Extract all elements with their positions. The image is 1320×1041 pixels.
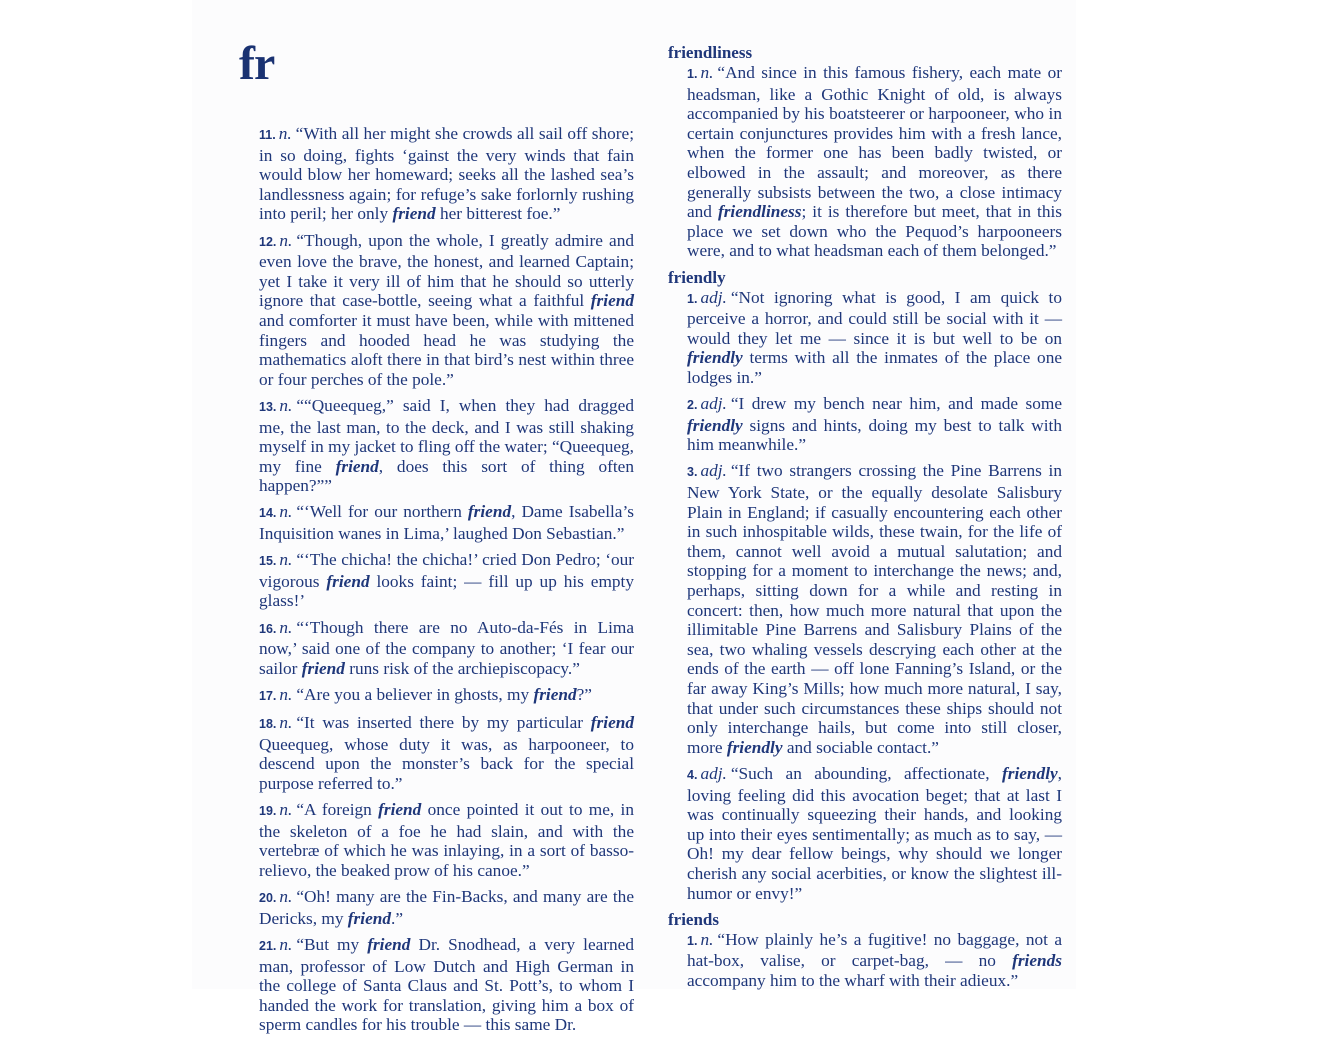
part-of-speech: n. xyxy=(279,617,293,637)
quote-text: “How plainly he’s a fugitive! no baggage, not a hat-box, valise, or carpet-bag, — no xyxy=(687,929,1062,971)
definition-entry xyxy=(687,764,1062,903)
left-column xyxy=(259,124,634,1041)
quote-text: “And since in this famous fishery, each mate or headsman, like a Gothic Knight of old, is always accompanied by his boatsteerer or harpooneer, who in certain conjunctures provides him with a fresh lance, when the former one has been badly twisted, or elbowed in the assault; and moreover, as there generally subsists between the two, a close intimacy and xyxy=(687,63,1062,222)
quote-text: “‘Well for our northern xyxy=(296,502,468,522)
quote-text: “With all her might she crowds all sail off shore; in so doing, fights ‘gainst the very winds that fain would blow her homeward; seeks all the lashed sea’s landlessness again; for refuge’s sake forlornly rushing into peril; her only xyxy=(259,124,634,224)
sense-number: 14. xyxy=(259,506,277,521)
sense-number: 12. xyxy=(259,234,277,249)
sense-number: 1. xyxy=(687,67,698,81)
headword-group xyxy=(668,268,1062,904)
keyword-highlight: friend xyxy=(378,800,422,820)
sense-number: 3. xyxy=(687,465,698,480)
quote-text: ?” xyxy=(576,685,592,704)
keyword-highlight: friend xyxy=(467,502,512,522)
quote-text: and sociable contact.” xyxy=(782,737,939,757)
headword: friendliness xyxy=(668,43,753,62)
definition-entry xyxy=(687,63,1062,261)
keyword-highlight: friend xyxy=(347,908,391,928)
sense-number: 18. xyxy=(259,717,277,732)
quote-text: runs risk of the archiepiscopacy.” xyxy=(344,658,580,678)
sense-number: 19. xyxy=(259,804,277,819)
sense-number: 2. xyxy=(687,398,698,413)
quote-text: “Not ignoring what is good, I am quick to perceive a horror, and could still be social with it — would they let me — since it is but well to be on xyxy=(687,287,1062,348)
headword: friends xyxy=(668,909,719,929)
part-of-speech: n. xyxy=(279,502,293,522)
quote-text: “It was inserted there by my particular xyxy=(296,713,591,733)
quote-text: “But my xyxy=(296,934,368,954)
keyword-highlight: friend xyxy=(590,713,634,733)
headword-group xyxy=(668,910,1062,991)
part-of-speech: n. xyxy=(279,713,293,733)
quote-text: once pointed it out to me, in the skeleton of a foe he had slain, and with the vertebræ of which he was inlaying, in a sort of basso-relievo, the beaked prow of his canoe.” xyxy=(259,800,635,880)
definition-entry xyxy=(259,685,634,707)
quote-text: “Oh! many are the Fin-Backs, and many are the Dericks, my xyxy=(259,887,634,928)
keyword-highlight: friend xyxy=(326,571,370,591)
quote-text: , loving feeling did this avocation beget; that at last I was continually squeezing their hands, and looking up into their eyes sentimentally; as much as to say, — Oh! my dear fellow beings, why should we longer cherish any social acerbities, or know the slightest ill-humor or envy!” xyxy=(687,763,1062,903)
quote-text: “Such an abounding, affectionate, xyxy=(730,763,1002,783)
definition-entry xyxy=(687,930,1062,991)
quote-text: “‘Though there are no Auto-da-Fés in Lima now,’ said one of the company to another; ‘I fear our sailor xyxy=(259,617,634,678)
quote-text: “Are you a believer in ghosts, my xyxy=(296,685,534,704)
definition-entry xyxy=(259,396,634,496)
sense-number: 1. xyxy=(687,291,698,306)
quote-text: and comforter it must have been, while with mittened fingers and hooded head he was studying the mathematics aloft there in that bird’s nest within three or four perches of the pole.” xyxy=(259,310,634,389)
keyword-highlight: friend xyxy=(533,685,577,704)
quote-text: terms with all the inmates of the place one lodges in.” xyxy=(687,348,1062,387)
part-of-speech: n. xyxy=(279,685,293,704)
definition-entry xyxy=(259,502,634,543)
quote-text: Queequeg, whose duty it was, as harpooneer, to descend upon the monster’s back for the special purpose referred to.” xyxy=(259,734,634,793)
definition-entry xyxy=(687,288,1062,388)
definition-entry xyxy=(259,887,634,928)
part-of-speech: adj. xyxy=(700,461,727,481)
quote-text: Dr. Snodhead, a very learned man, professor of Low Dutch and High German in the college of Santa Claus and St. Pott’s, to whom I handed the work for translation, giving him a box of sperm candles for his trouble — this same Dr. xyxy=(259,934,634,1035)
quote-text: looks faint; — fill up up his empty glass!’ xyxy=(259,571,634,611)
part-of-speech: n. xyxy=(700,63,714,82)
definition-entry xyxy=(259,231,634,390)
quote-text: “A foreign xyxy=(296,800,379,820)
sense-number: 20. xyxy=(259,891,277,906)
quote-text: “I drew my bench near him, and made some xyxy=(730,394,1062,414)
definition-entry xyxy=(259,618,634,679)
part-of-speech: n. xyxy=(279,230,293,250)
definition-entry xyxy=(687,461,1062,757)
quote-text: signs and hints, doing my best to talk with him meanwhile.” xyxy=(687,415,1062,455)
sense-number: 15. xyxy=(259,554,277,569)
sense-number: 1. xyxy=(687,933,698,948)
part-of-speech: n. xyxy=(279,395,293,415)
keyword-highlight: friend xyxy=(590,291,634,311)
quote-text: , does this sort of thing often happen?”” xyxy=(259,456,634,496)
part-of-speech: adj. xyxy=(700,763,727,783)
definition-entry xyxy=(259,124,634,224)
keyword-highlight: friends xyxy=(1012,951,1062,971)
sense-number: 16. xyxy=(259,621,277,636)
headword: friendly xyxy=(668,267,726,287)
keyword-highlight: friend xyxy=(367,934,411,954)
keyword-highlight: friendly xyxy=(1001,763,1058,783)
keyword-highlight: friend xyxy=(301,658,345,678)
sense-number: 21. xyxy=(259,938,277,953)
headword-group xyxy=(668,43,1062,261)
part-of-speech: n. xyxy=(278,124,292,143)
quote-text: “Though, upon the whole, I greatly admire and even love the brave, the honest, and learned Captain; yet I take it very ill of him that he should so utterly ignore that case-bottle, seeing what a faithful xyxy=(259,230,634,311)
part-of-speech: n. xyxy=(700,929,714,949)
keyword-highlight: friendly xyxy=(687,415,743,435)
definition-entry xyxy=(687,394,1062,455)
keyword-highlight: friend xyxy=(335,456,379,476)
sense-number: 4. xyxy=(687,767,698,782)
quote-text: ; it is therefore but meet, that in this place we set down who the Pequod’s harpooneers were, and to what headsman each of them belonged.” xyxy=(687,202,1062,261)
part-of-speech: adj. xyxy=(700,287,727,307)
part-of-speech: n. xyxy=(279,887,293,907)
part-of-speech: adj. xyxy=(700,394,727,414)
section-letters-heading: fr xyxy=(239,37,275,90)
quote-text: ““Queequeg,” said I, when they had dragged me, the last man, to the deck, and I was still shaking myself in my jacket to fling off the water; “Queequeg, my fine xyxy=(259,395,634,476)
definition-entry xyxy=(259,935,634,1035)
sense-number: 13. xyxy=(259,399,277,414)
sense-number: 17. xyxy=(259,689,277,703)
definition-entry xyxy=(259,550,634,611)
part-of-speech: n. xyxy=(279,550,293,570)
quote-text: “‘The chicha! the chicha!’ cried Don Pedro; ‘our vigorous xyxy=(259,550,634,591)
part-of-speech: n. xyxy=(279,800,293,820)
keyword-highlight: friendly xyxy=(726,737,783,757)
definition-entry xyxy=(259,800,634,880)
quote-text: her bitterest foe.” xyxy=(435,204,561,224)
right-column xyxy=(668,43,1062,997)
quote-text: accompany him to the wharf with their adieux.” xyxy=(687,970,1019,990)
quote-text: “If two strangers crossing the Pine Barrens in New York State, or the equally desolate Salisbury Plain in England; if casually encountering each other in such inhospitable wilds, these twain, for the life of them, cannot well avoid a mutual salutation; and stopping for a moment to interchange the news; and, perhaps, sitting down for a while and resting in concert: then, how much more natural that upon the illimitable Pine Barrens and Salisbury Plains of the sea, two whaling vessels descrying each other at the ends of the earth — off lone Fanning’s Island, or the far away King’s Mills; how much more natural, I say, that under such circumstances these ships should not only interchange hails, but come into still closer, more xyxy=(687,461,1062,757)
quote-text: , Dame Isabella’s Inquisition wanes in Lima,’ laughed Don Sebastian.” xyxy=(259,502,634,544)
keyword-highlight: friendliness xyxy=(717,202,802,222)
quote-text: .” xyxy=(391,908,403,928)
sense-number: 11. xyxy=(259,128,276,142)
definition-entry xyxy=(259,713,634,793)
keyword-highlight: friendly xyxy=(687,348,743,368)
keyword-highlight: friend xyxy=(392,204,436,224)
part-of-speech: n. xyxy=(279,934,293,954)
